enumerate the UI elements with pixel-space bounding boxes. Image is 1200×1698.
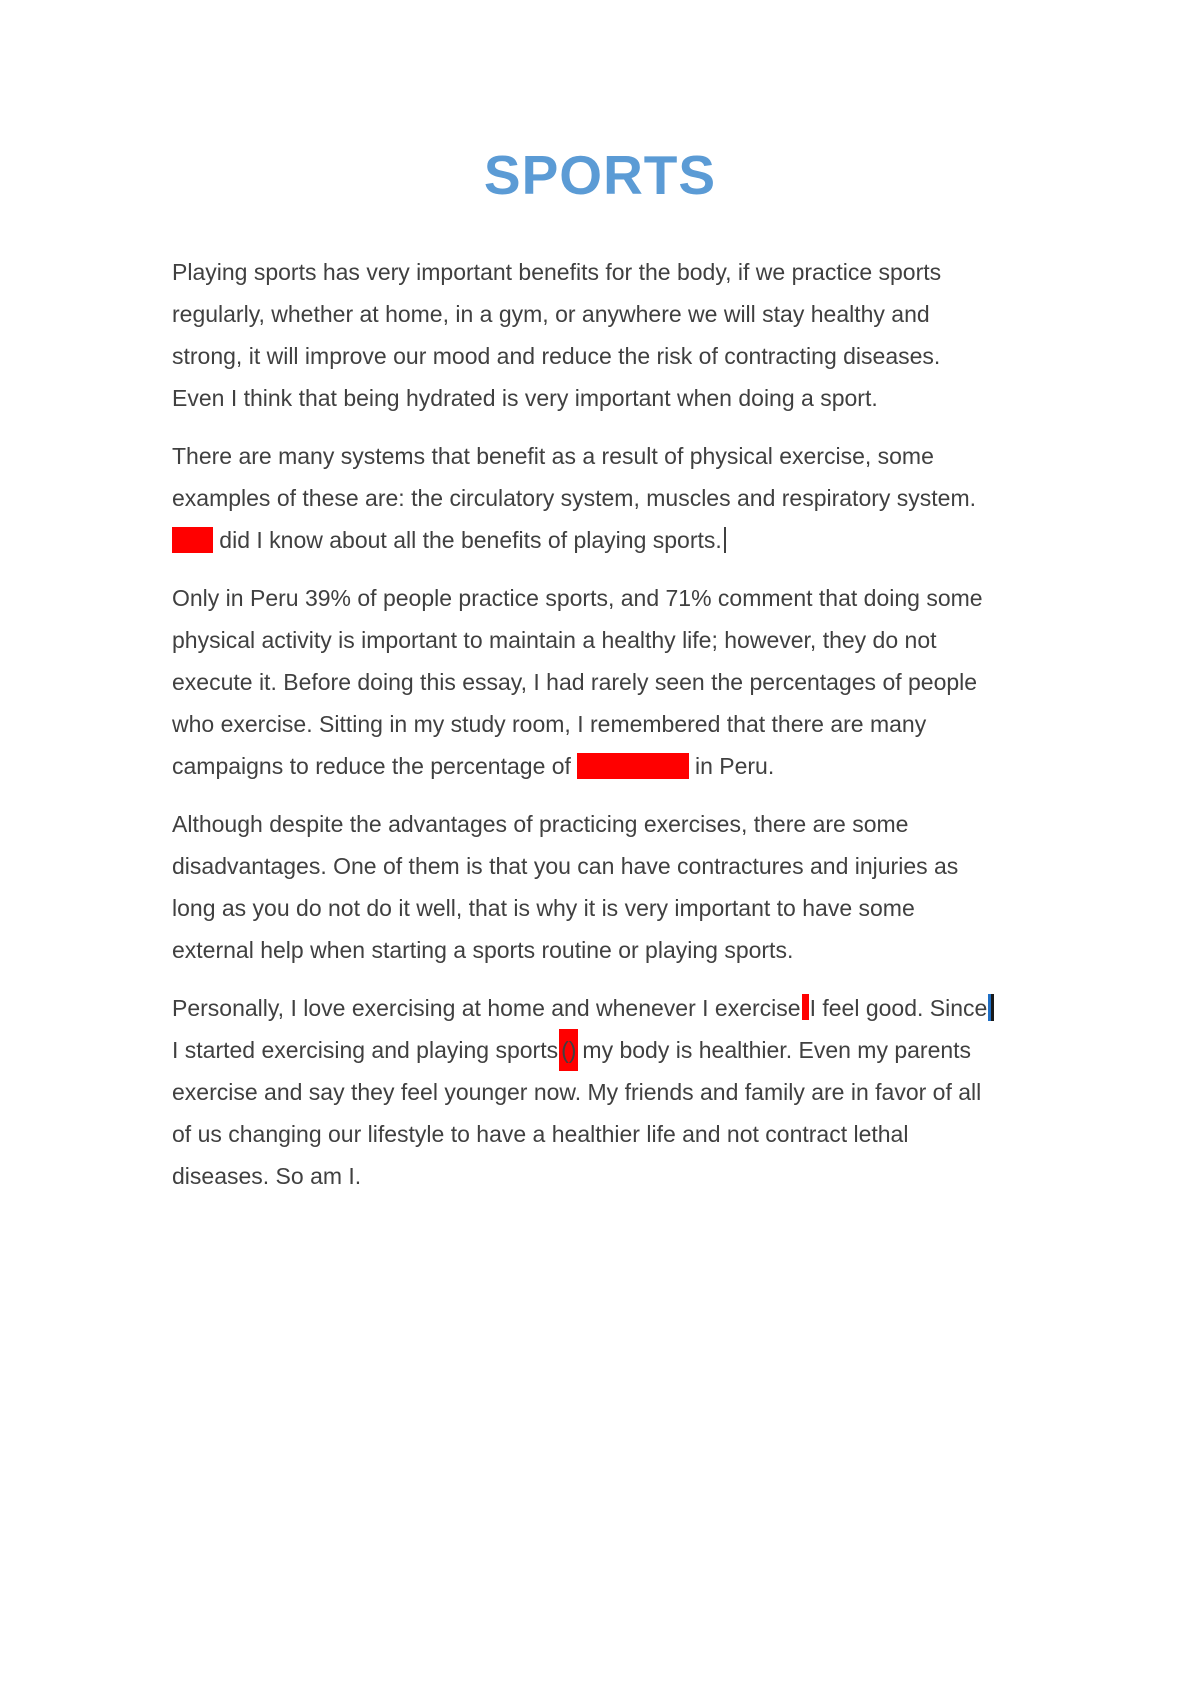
paragraph-text: in Peru. (688, 753, 775, 779)
paragraph-line: execute it. Before doing this essay, I had rarely seen the percentages of people (172, 669, 978, 695)
paragraph-3 (172, 577, 1052, 787)
paragraph-line (172, 519, 1052, 561)
paragraph-text: my body is healthier. Even my parents (582, 1037, 972, 1063)
paragraph-text: I started exercising and playing sports (172, 1037, 559, 1063)
paragraph-text: did I know about all the benefits of playing sports. (212, 527, 722, 553)
paragraph-line: examples of these are: the circulatory system, muscles and respiratory system. (172, 485, 977, 511)
paragraph-line: external help when starting a sports routine or playing sports. (172, 937, 794, 963)
paragraph-text: Personally, I love exercising at home and whenever I exercise (172, 995, 801, 1021)
paragraph-line: regularly, whether at home, in a gym, or anywhere we will stay healthy and (172, 301, 930, 327)
paragraph-line: physical activity is important to maintain a healthy life; however, they do not (172, 627, 937, 653)
paragraph-1 (172, 251, 1052, 419)
paragraph-line: There are many systems that benefit as a result of physical exercise, some (172, 443, 934, 469)
selection-marker (988, 994, 994, 1021)
error-highlight-little[interactable]: little (172, 527, 213, 553)
paragraph-line: long as you do not do it well, that is why it is very important to have some (172, 895, 915, 921)
paragraph-text: I feel good. Since (809, 995, 988, 1021)
paragraph-5 (172, 987, 1052, 1197)
document-body[interactable] (172, 251, 1052, 1213)
paragraph-line: strong, it will improve our mood and reduce the risk of contracting diseases. (172, 343, 941, 369)
error-highlight-paren[interactable]: () (559, 1029, 578, 1071)
document-title: SPORTS (483, 144, 717, 206)
paragraph-line: who exercise. Sitting in my study room, I remembered that there are many (172, 711, 927, 737)
paragraph-line: diseases. So am I. (172, 1163, 362, 1189)
paragraph-4 (172, 803, 1052, 971)
paragraph-line: exercise and say they feel younger now. My friends and family are in favor of all (172, 1079, 982, 1105)
paragraph-line: Although despite the advantages of practicing exercises, there are some (172, 811, 909, 837)
paragraph-line (172, 987, 1052, 1029)
paragraph-line (172, 745, 1052, 787)
paragraph-line: disadvantages. One of them is that you can have contractures and injuries as (172, 853, 959, 879)
error-highlight-overweight[interactable]: overweight (577, 753, 689, 779)
paragraph-line: of us changing our lifestyle to have a healthier life and not contract lethal (172, 1121, 909, 1147)
paragraph-line (172, 1029, 1052, 1071)
text-cursor (724, 527, 726, 553)
paragraph-line: Even I think that being hydrated is very important when doing a sport. (172, 385, 878, 411)
paragraph-line: Playing sports has very important benefits for the body, if we practice sports (172, 259, 942, 285)
paragraph-line: Only in Peru 39% of people practice sports, and 71% comment that doing some (172, 585, 983, 611)
error-marker[interactable] (802, 994, 809, 1020)
paragraph-text: campaigns to reduce the percentage of (172, 753, 578, 779)
paragraph-2 (172, 435, 1052, 561)
